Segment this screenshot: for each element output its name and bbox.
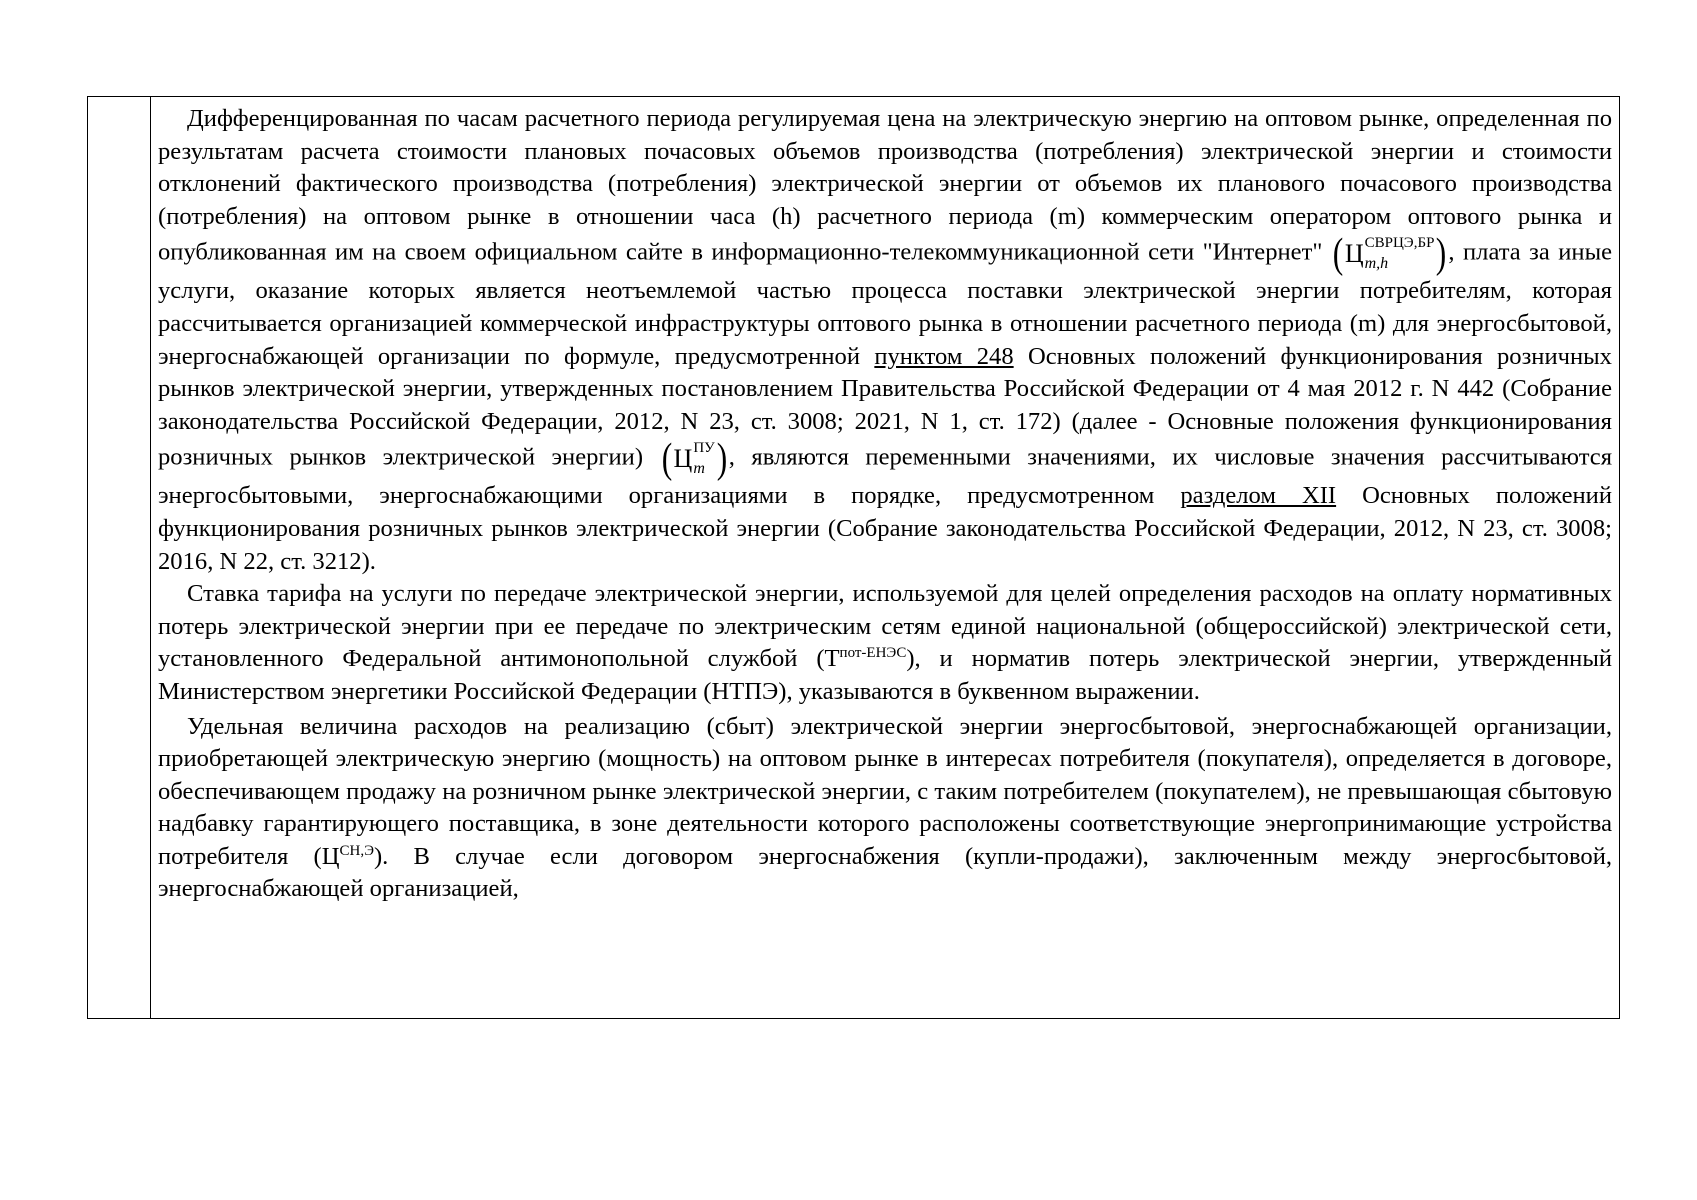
formula-symbol: Ц bbox=[673, 444, 693, 474]
formula-price-svrtse-br: (Ц СВРЦЭ,БР m,h ) bbox=[1332, 231, 1447, 278]
p2-superscript: пот-ЕНЭС bbox=[839, 645, 907, 662]
p3-superscript: СН,Э bbox=[339, 842, 374, 859]
document-table bbox=[87, 96, 1620, 1019]
p2-text-2: ), и норматив потерь электрической энергии, утвержденный Министерством энергетики Российской Федерации (НТПЭ), указываются в буквенном выражении. bbox=[158, 645, 1613, 705]
paragraph-tariff-rate bbox=[158, 578, 1612, 708]
formula-symbol: Ц bbox=[1344, 239, 1364, 269]
p1-text-2: , плата за иные услуги, оказание которых является неотъемлемой частью процесса поставки электрической энергии потребителям, которая рассчитывается организацией коммерческой инфраструктуры оптового рынка в отношении расчетного периода (m) для энергосбытовой, энергоснабжающей организации по формуле, предусмотренной bbox=[158, 239, 1613, 370]
p1-text-4: , являются переменными значениями, их числовые значения рассчитываются энергосбытовыми, энергоснабжающими организациями в порядке, предусмотренном bbox=[158, 443, 1613, 510]
p2-text-1: Ставка тарифа на услуги по передаче электрической энергии, используемой для целей определения расходов на оплату нормативных потерь электрической энергии при ее передаче по электрическим сетям единой национальной (общероссийской) электрической сети, установленного Федеральной антимонопольной службой (Т bbox=[158, 580, 1612, 673]
row-number-cell bbox=[88, 97, 151, 1018]
paragraph-regulated-price bbox=[158, 103, 1612, 578]
formula-superscript: ПУ bbox=[693, 440, 715, 457]
p1-text-1: Дифференцированная по часам расчетного периода регулируемая цена на электрическую энергию на оптовом рынке, определенная по результатам расчета стоимости плановых почасовых объемов производства (потребления) электрической энергии и стоимости отклонений фактического производства (потребления) электрической энергии от объемов их планового почасового производства (потребления) на оптовом рынке в отношении часа (h) расчетного периода (m) коммерческим оператором оптового рынка и опубликованная им на своем официальном сайте в информационно-телекоммуникационной сети "Интернет" bbox=[158, 105, 1612, 267]
formula-price-pu: (Ц ПУ m ) bbox=[661, 436, 728, 483]
paragraph-sales-costs bbox=[158, 711, 1612, 907]
p1-text-5: Основных положений функционирования розничных рынков электрической энергии (Собрание законодательства Российской Федерации, 2012, N 23, ст. 3008; 2016, N 22, ст. 3212). bbox=[158, 482, 1612, 575]
p1-text-3: Основных положений функционирования розничных рынков электрической энергии, утвержденных постановлением Правительства Российской Федерации от 4 мая 2012 г. N 442 (Собрание законодательства Российской Федерации, 2012, N 23, ст. 3008; 2021, N 1, ст. 172) (далее - Основные положения функционирования розничных рынков электрической энергии) bbox=[158, 342, 1612, 471]
p3-text-2: ). В случае если договором энергоснабжения (купли-продажи), заключенным между энергосбытовой, энергоснабжающей организацией, bbox=[158, 842, 1613, 903]
formula-subscript: m bbox=[693, 459, 705, 477]
formula-superscript: СВРЦЭ,БР bbox=[1364, 235, 1435, 252]
formula-subscript: m,h bbox=[1364, 254, 1389, 272]
link-item-248[interactable]: пунктом 248 bbox=[874, 342, 1014, 370]
row-text-cell bbox=[151, 97, 1619, 1018]
p3-text-1: Удельная величина расходов на реализацию (сбыт) электрической энергии энергосбытовой, энергоснабжающей организации, приобретающей электрическую энергию (мощность) на оптовом рынке в интересах потребителя (покупателя), определяется в договоре, обеспечивающем продажу на розничном рынке электрической энергии, с таким потребителем (покупателем), не превышающая сбытовую надбавку гарантирующего поставщика, в зоне деятельности которого расположены соответствующие энергопринимающие устройства потребителя (Ц bbox=[158, 712, 1612, 870]
link-section-xii[interactable]: разделом XII bbox=[1180, 482, 1337, 510]
